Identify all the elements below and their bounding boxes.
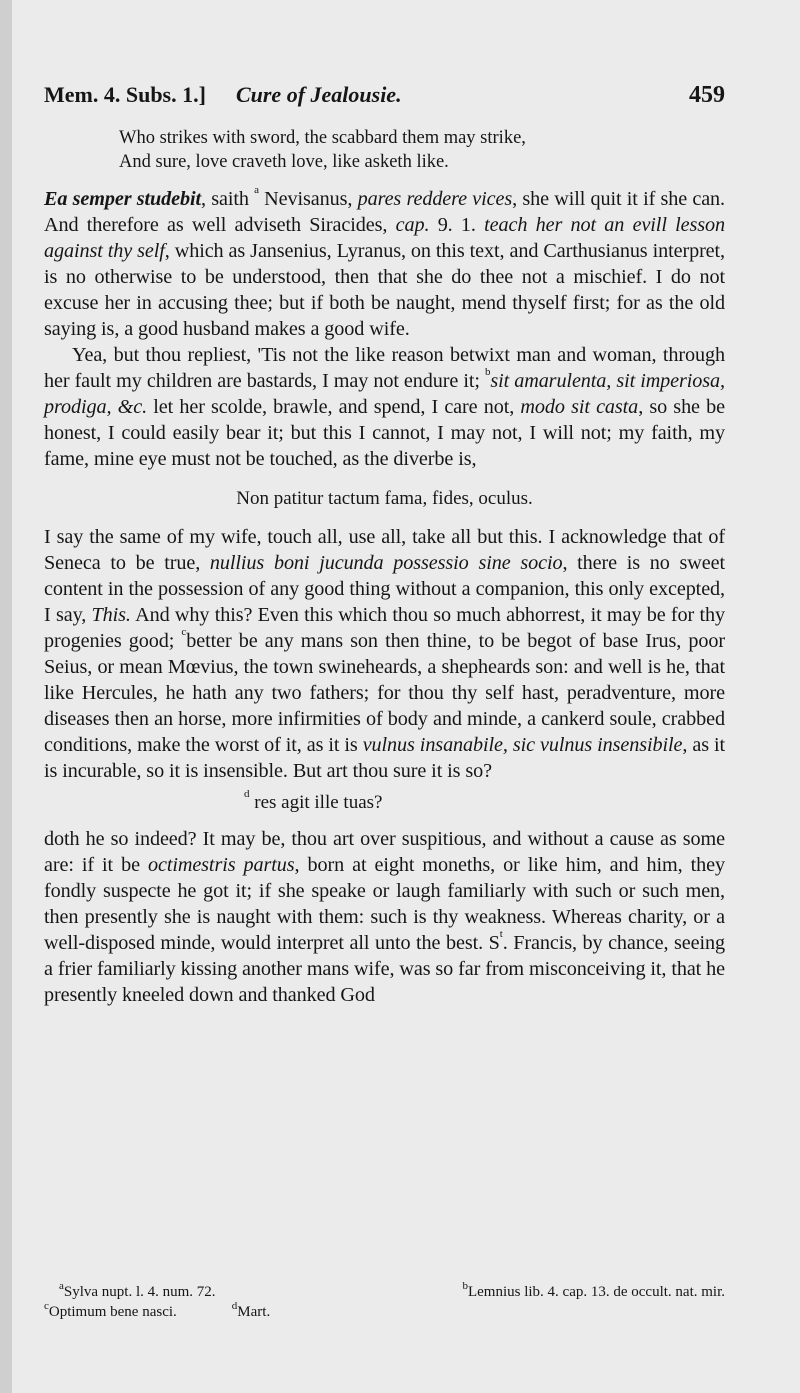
text-run: let her scolde, brawle, and spend, I care not, [147,396,521,418]
latin-text: sit amarulenta, sit imperiosa, prodiga, &c. [44,370,725,418]
text-run: Yea, but thou repliest, 'Tis not the like reason betwixt man and woman, through her fault my children are bastards, I may not endure it; [44,344,725,392]
footnote-ref: b [484,366,491,378]
footnote-row [44,1282,725,1302]
footnote-ref: a [254,184,259,196]
text-run: better be any mans son then thine, to be begot of base Irus, poor Seius, or mean Mœvius, the town swineheards, a shepheards son: and well is he, that like Hercules, he hath any two fathers; for thou thy self hast, peradventure, more diseases then an horse, more infirmities of body and minde, a cankerd soule, crabbed conditions, make the worst of it, as it is [44,630,725,756]
latin-text: modo sit casta [520,396,639,418]
quote-text: res agit ille tuas? [249,792,383,813]
text-run: doth he so indeed? It may be, thou art over suspitious, and without a cause as some are: if it be [44,828,725,876]
text-run: , there is no sweet content in the possession of any good thing without a companion, this only excepted, I say, [44,552,726,626]
footnote-row [44,1302,725,1322]
superscript: t [499,928,503,940]
page-edge-shadow [0,0,12,1393]
footnote-mark: a [59,1280,64,1292]
latin-quote-2 [244,790,725,816]
footnote-a [44,1282,216,1302]
text-run: , which as Jansenius, Lyranus, on this text, and Carthusianus interpret, is no otherwise to be understood, then that she do thee not a mischief. I do not excuse her in accusing thee; but if both be naught, mend thyself first; for as the old saying is, a good husband makes a good wife. [44,240,726,340]
verse-line: And sure, love craveth love, like asketh like. [119,152,449,172]
footnote-mark: c [44,1300,49,1312]
footnote-text: Mart. [237,1304,271,1320]
text-run: , she will quit it if she can. And therefore as well adviseth Siracides, [44,188,726,236]
italic-text: teach her not an evill lesson against thy self [44,214,725,262]
text-run: , born at eight moneths, or like him, and him, they fondly suspecte he got it; if she speake or laugh familiarly with such or such men, then presently she is naught with them: such is thy weakness. Whereas charity, or a well-disposed minde, would interpret all unto the best. S [44,854,725,954]
text-run: 9. 1. [429,214,485,236]
latin-text: Ea semper studebit [44,188,201,210]
footnotes [44,1282,725,1322]
italic-text: This. [91,604,131,626]
page-number: 459 [689,82,725,108]
running-header [44,82,725,112]
chapter-title: Cure of Jealousie. [235,82,402,107]
text-run: Nevisanus, [258,188,358,210]
latin-text: vulnus insanabile, sic vulnus insensibile [362,734,683,756]
latin-text: cap. [395,214,430,236]
text-run: , so she be honest, I could easily bear it; but this I cannot, I may not, I will not; my faith, my fame, mine eye must not be touched, as the diverbe is, [44,396,725,470]
section-label: Mem. 4. Subs. 1.] [44,82,206,107]
latin-text: octimestris partus [147,854,295,876]
footnote-ref: c [181,626,187,638]
verse-line: Who strikes with sword, the scabbard them may strike, [119,128,526,148]
text-run: And why this? Even this which thou so much abhorrest, it may be for thy progenies good; [44,604,725,652]
paragraph-2 [44,342,725,472]
latin-text: pares reddere vices [357,188,513,210]
footnote-text: Optimum bene nasci. [48,1304,177,1320]
verse-couplet [44,126,725,174]
paragraph-4 [44,826,725,1008]
footnote-b [462,1282,725,1302]
latin-text: nullius boni jucunda possessio sine socio [209,552,563,574]
footnote-mark: b [462,1280,468,1292]
footnote-text: Sylva nupt. l. 4. num. 72. [63,1284,216,1300]
text-run: . Francis, by chance, seeing a frier familiarly kissing another mans wife, was so far from misconceiving it, that he presently kneeled down and thanked God [44,932,725,1006]
footnote-c [44,1302,177,1322]
text-run: I say the same of my wife, touch all, use all, take all but this. I acknowledge that of Seneca to be true, [44,526,725,574]
footnote-mark: d [231,1300,238,1312]
text-run: , saith [200,188,255,210]
latin-quote: Non patitur tactum fama, fides, oculus. [236,488,533,509]
footnote-d [232,1302,270,1322]
footnote-text: Lemnius lib. 4. cap. 13. de occult. nat. mir. [467,1284,725,1300]
paragraph-1 [44,186,725,342]
text-run: , as it is incurable, so it is insensible. But art thou sure it is so? [44,734,725,782]
footnote-ref: d [244,788,250,800]
paragraph-3 [44,524,725,784]
